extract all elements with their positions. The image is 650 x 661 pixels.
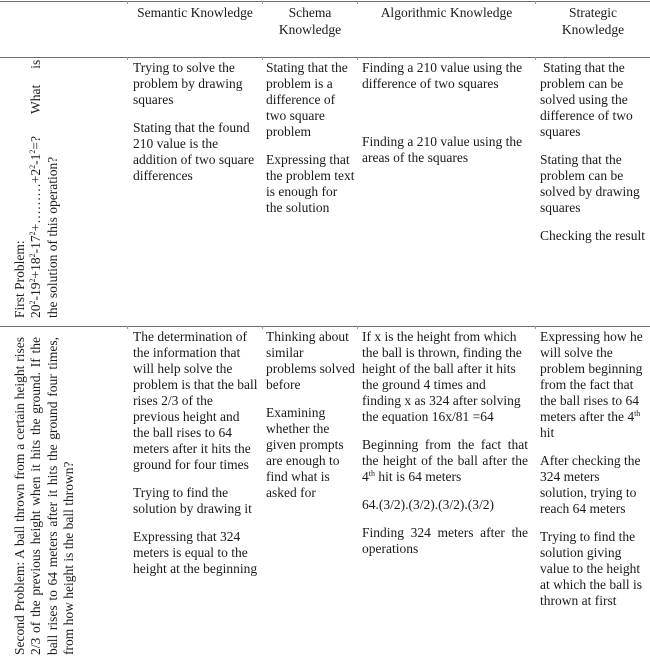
header-label: Schema <box>288 5 332 20</box>
problem-line: Second Problem: A ball thrown from a certain height rises <box>12 337 27 655</box>
expr-exponent: 2 <box>28 231 38 236</box>
second-problem-schema-cell <box>266 329 356 513</box>
algorithmic-item: If x is the height from which the ball is thrown, finding the height of the ball after it hits the ground 4 times and finding x as 324 after solving the equation 16x/81 =64 <box>362 329 522 424</box>
text-part: hit is 64 meters <box>374 469 462 484</box>
semantic-item: Trying to solve the problem by drawing squares <box>133 60 243 107</box>
problem-line: 2/3 of the previous height when it hits the ground. If the <box>28 337 44 655</box>
column-divider <box>535 57 536 60</box>
column-divider <box>357 57 358 60</box>
ordinal-suffix: th <box>368 469 375 478</box>
schema-item: Expressing that the problem text is enough for the solution <box>266 152 355 215</box>
schema-item: Examining whether the given prompts are enough to find what is asked for <box>266 405 344 500</box>
expr-exponent: 2 <box>28 278 38 283</box>
expr-part: 20 <box>28 304 44 318</box>
problem-question: the solution of this operation? <box>44 156 60 318</box>
header-label: Algorithmic Knowledge <box>380 5 513 20</box>
strategic-item: Trying to find the solution giving value to the height at which the ball is thrown at first <box>540 529 642 608</box>
semantic-item: Trying to find the solution by drawing it <box>133 485 252 516</box>
problem-expression <box>28 56 44 318</box>
problem-line: ball rises to 64 meters after it hits the ground four times, <box>44 337 60 655</box>
problem-line: from how height is the ball thrown? <box>60 461 76 655</box>
strategic-item <box>540 329 648 441</box>
expr-part: +………+2 <box>28 168 44 232</box>
first-problem-strategic-cell <box>540 60 648 256</box>
strategic-item: Checking the result <box>540 228 645 243</box>
algorithmic-item: Finding 324 meters after the operations <box>362 525 528 556</box>
strategic-item: Stating that the problem can be solved using the difference of two squares <box>540 60 633 139</box>
header-algorithmic-knowledge <box>358 4 535 21</box>
ordinal-suffix: th <box>634 409 641 418</box>
expr-part: -19 <box>28 282 44 301</box>
algorithmic-item <box>362 437 528 485</box>
second-problem-semantic-cell <box>133 329 259 589</box>
column-divider <box>357 326 358 329</box>
semantic-item: Expressing that 324 meters is equal to the height at the beginning <box>133 529 258 576</box>
table-top-border <box>0 1 650 2</box>
strategic-item: After checking the 324 meters solution, trying to reach 64 meters <box>540 453 641 516</box>
algorithmic-item: Finding a 210 value using the difference of two squares <box>362 60 523 91</box>
expr-part: +18 <box>28 257 44 279</box>
expr-exponent: 2 <box>28 164 38 169</box>
semantic-item: The determination of the information that will help solve the problem is that the ball rises 2/3 of the previous height and the ball rises to 64 meters after it hits the ground for four times <box>133 329 258 472</box>
expr-part: is <box>28 59 44 69</box>
problem-title: First Problem: <box>12 240 27 318</box>
first-problem-semantic-cell <box>133 60 259 196</box>
column-divider <box>127 57 128 60</box>
expr-part: What <box>28 84 44 115</box>
text-part: hit <box>540 425 555 440</box>
second-problem-label <box>12 337 77 655</box>
expr-part: -1 <box>28 153 44 165</box>
algorithmic-item: 64.(3/2).(3/2).(3/2).(3/2) <box>362 497 494 512</box>
text-part: Expressing how he will solve the problem beginning from the fact that the ball rises to 64 meters after the 4 <box>540 329 643 424</box>
column-divider <box>127 326 128 329</box>
expr-exponent: 2 <box>28 253 38 258</box>
schema-item: Stating that the problem is a difference of two square problem <box>266 60 348 139</box>
expr-part: =? <box>28 136 44 150</box>
column-divider <box>535 326 536 329</box>
column-divider <box>262 57 263 60</box>
column-divider <box>262 326 263 329</box>
header-label: Knowledge <box>561 22 625 37</box>
strategic-item: Stating that the problem can be solved by drawing squares <box>540 152 640 215</box>
header-strategic-knowledge <box>536 4 650 38</box>
header-label: Knowledge <box>278 22 342 37</box>
semantic-item: Stating that the found 210 value is the addition of two square differences <box>133 120 255 183</box>
first-problem-label <box>12 56 61 318</box>
row-separator <box>0 326 650 327</box>
header-label: Strategic <box>569 5 617 20</box>
header-schema-knowledge <box>263 4 357 38</box>
header-separator <box>0 57 650 58</box>
expr-part: -17 <box>28 235 44 254</box>
header-label: Semantic Knowledge <box>137 5 253 20</box>
first-problem-algorithmic-cell <box>362 60 530 178</box>
text-part: Beginning from the fact that the height of the ball after the 4 <box>362 437 528 484</box>
second-problem-algorithmic-cell <box>362 329 528 569</box>
first-problem-schema-cell <box>266 60 356 228</box>
header-semantic-knowledge <box>128 4 262 21</box>
second-problem-strategic-cell <box>540 329 648 621</box>
algorithmic-item: Finding a 210 value using the areas of the squares <box>362 134 523 165</box>
expr-exponent: 2 <box>28 149 38 154</box>
expr-exponent: 2 <box>28 300 38 305</box>
schema-item: Thinking about similar problems solved before <box>266 329 355 392</box>
